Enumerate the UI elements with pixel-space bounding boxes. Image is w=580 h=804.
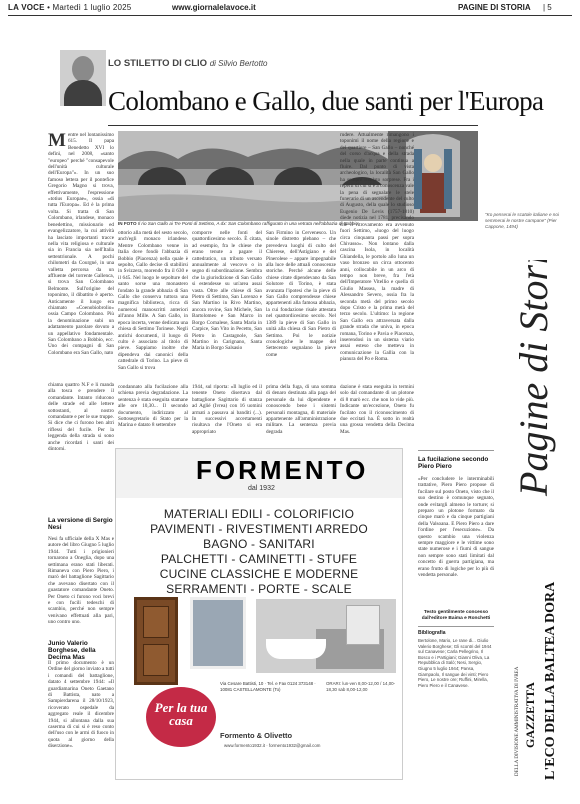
article-col-3b: 1944, sul riporta: «Il luglio ed il tenente Oneto disertava dal battaglione Sagittario di stanza ad Aglié (Ivrea) con 16 uomini armati a passava ai banditi (...). In successivi accertamenti risultava che l'Oneto si era appropriato	[192, 384, 262, 444]
article-col-5b: dazione è stata eseguita in termini solo dal comandante di un plotone di 8 marò ecc. che non lo vide più. Indicante un'eccezione, Oneto fu fucilato con il riconoscimento di due eccitati ha. È sotto in realtà una grossa vendetta della Decima Mas.	[340, 384, 414, 444]
article-col-5c: «Per concludere le interminabili trattative, Piero Piero propose di fucilare sul posto Oneto, visto che il suo destino è comunque segnato, onde evitargli almeno le torture; si preparo un plotone formato da cinque marò e da cinque partigiani della Valsoana. E Piero Piero a dare l'ordine per l'esecuzione». Da questo scambio una violenza sempre maggiore e le vittime sono state numerose e i fiumi di sangue non sempre sono stati limitati dal concetto di guerra partigiana, ma erano frutto di logiche per lo più di vendetta personale.	[418, 476, 494, 579]
article-col-1: Mentre nel lontanissimo 615. Il papa Benedetto XVI lo definì, nel 2008, «santo "europeo" perché "consapevole dell'unità culturale dell'Europa"». In un suo famoso lettera per il pontefice Gregorio Magno si trova, effettivamente, l'espressione «totius Europae», ossia «di tutta l'Europa». Ed è la prima volta. Si tratta di San Colombano, irlandese, monaco benedettino, missionario ed evangelizzatore, la cui attività ha lasciato importanti tracce nella vita religiosa e culturale sia in Francia sia nell'Italia settentrionale. A pochi chilometri da Courgné, in una valletta percorsa da un affluente del torrente Gallenca, si trova San Colombano Belmonte. Sull'origine del toponimo, il dibattito è aperto. Anticamente il luogo era chiamato «Coenobiobrolio» ossia Campo Colombano. Più la denominazione subì un adattamento parolare dovuto a un appellativo fondamentale. San Colombano a Bobbio, ecc. Uno dei compagni di San Colombano era San Gallo, nato	[48, 132, 114, 356]
article-col-2: ottorio alla metà del sesto secolo, anch'egli monaco irlandese. Mentre Colombano venne in Italia dove fondò l'abbazia di Bobbio (Piacenza) nella quale è sepolto, Gallo decise di stabilirsi in Svizzera, morendo fra il 630 e il 645. Nel luogo le sepolture del santo sorse una monastero fondato la grande abbazia di San Gallo che conserva tuttora una magnifica biblioteca, ricca di numerosi manoscritti anteriori all'anno Mille. A San Gallo, in epoca incerta, venne dedicata una chiesa di Settimo Torinese. Negli antichi documenti, il luogo di culto è associato al titolo di pieve. Sappiamo inoltre che dipendeva dai canonici della cattedrale di Torino. La pieve di San Gallo si trova	[118, 230, 188, 371]
article-col-3: comporre nelle fonti del quattordicesimo secolo. È citata, ad esempio, fra le chiese che erano tenute a pagare il cattedratico, un tributo versato annualmente al vescovo o in segno di subordinazione. Sembra che la giurisdizione di San Gallo si estendesse su un'area assai vasta. Oltre alle chiese di San Pietro di Settimo, San Lorenzo e San Martino in Rivo Martino, ancora rovine, San Michele, San Bartolomeo e San Marco in Borgo Cornalese, Santa Maria in Carpice, San Vito in Pecetto, San Pietro in Castagnole, San Martino in Carignano, Santa Maria in Borgo Salsasio	[192, 230, 262, 352]
ad-web[interactable]: www.formento1932.it · formento1932@gmail.com	[224, 743, 321, 748]
right-column-rule	[418, 450, 494, 451]
column-kicker: LO STILETTO DI CLIO di Silvio Bertotto	[108, 58, 268, 69]
ad-promo-badge: Per la tua casa	[146, 687, 216, 747]
biblio-rule	[418, 626, 494, 627]
article-col-1b: chiama quattro N.F e li manda alla tosca e prendere il comandante. Intanto riducono delle strade ed alle lettere sottostanti, al nostro comandante e per le sue truppe. Si dice che ci furono ben altri riflessi del fucile. Per la leggenda della strada si sono anche ricordati i santi dei dintorni.	[48, 382, 114, 453]
gazzetta-line-1: L'ECO DELLA BALTEA DORA	[543, 581, 558, 780]
section-title-text: Pagine di Storia	[511, 260, 556, 496]
formento-advertisement[interactable]	[115, 448, 403, 780]
ad-line-3: BAGNO - SANITARI	[203, 537, 315, 551]
vertical-title-svg	[495, 260, 565, 500]
article-col-1c: Nesi fa ufficiale della X Mas e autore del libro Giugno 5 luglio 1944. Tutti i prigionieri tornarono a Oneglia, dopo una settimana erano stati liberati. Rimaneva con Piero Piero, i marò del battaglione Sagittario che avevano disertato con il guastatore comandante Oneto. Per Oneto ci furono voci brevi e con fucili tedeschi di scambio, perché non sempre venivano effettuati alla pari, uno contro uno.	[48, 536, 114, 626]
byline: di Silvio Bertotto	[209, 59, 268, 68]
site-url[interactable]: www.giornalelavoce.it	[172, 3, 256, 12]
ad-brand: FORMENTO	[196, 455, 369, 485]
ad-banner	[116, 449, 402, 498]
author-portrait	[60, 50, 106, 106]
article-photo	[118, 131, 478, 221]
bibliography: Bertolone, Mario, Le rane di... Giulio Valerio Borghese; Gli scontri del 1944 sul Canavese; Carla Pellegrino, Il Bosco e i Partigiani; Gianni Oliva, La Repubblica di Salò; Nesi, Sergio, Giugno 5 luglio 1944; Pansa, Giampaolo, Il sangue dei vinti; Piero Piero, Le nostre ore; Ruffini, Mirella, Piero Piero e il Canavese.	[418, 638, 492, 688]
bridge-photo-illustration	[118, 131, 478, 221]
article-col-1d: Il primo documento è un Ordine del giorno inviato a tutti i comandi del battaglione, datato 4 settembre 1944: «Il guardiamarina Oneto Gaetano di Battista, nato a Sampierdarena il 28/10/1923, ricoverato ospedale da aggregato reale il dicembre 1944, si allontana dalla sua caserma di cui si è reso conto dell'uso con le armi di fuoco in quota al giorno della diserzione».	[48, 660, 114, 750]
window-image	[190, 597, 246, 669]
gazzetta-line-3: DELLA DIVISIONE AMMINISTRATIVA DI IVREA	[515, 666, 520, 776]
ad-line-5: CUCINE CLASSICHE E MODERNE	[159, 567, 359, 581]
ad-company: Formento & Olivetto	[220, 731, 293, 740]
article-col-5: rudere. Attualmente rimangono i toponimi il nome della regione e del quartiere – San Gallo – nonché del corso d'acqua e della strada nella quale in parte continua a fluire. Dal punto di vista archeologico, la località San Gallo ha sempre rivelato sorprese. Fra i reperti di cui si è a conoscenza vale la pena di segnalare le stele funerarie di un ascendente del culto di Augusto, della quale lo studioso Eugenio De Levis (1757-1810) diede notizia nel 1781, precisando che il ritrovamento era avvenuto fuori Settimo, «luogo del luogo circa cinquanta passi per sopra Chivasso». Non lontano dalla cascina Isola, in località Ghiandella, le portolo allo luna un vaso bronzeo un circa ottocento anni, collocabile in un arco di tempo non breve, fra l'età dell'Imperatore Vitellio e quella di Giulio Massea, la madre di Alessandro Severo, ossia fra la seconda metà del primo secolo dopo Cristo e la prima metà del terzo secolo. L'ultimo: la regione San Gallo era attraversata dalla grande strada che univa, in epoca romana, Torino e Pavia e Piacenza, inserendosi in un sistema viario assai esteso che metteva in comunicazione la Gallia con la pianura del Po e Roma.	[340, 132, 414, 363]
header-rule	[8, 15, 572, 16]
photo-caption: IN FOTO Il rio San Gallo ai Tre Ponti di Settimo, A dx: San Colombano raffigurato in una vetrata nell'abbazia di Bobbio	[118, 221, 358, 226]
section-vertical-title	[495, 260, 565, 500]
newspaper-name: LA VOCE • Martedì 1 luglio 2025	[8, 3, 132, 12]
ad-line-2: PAVIMENTI - RIVESTIMENTI ARREDO	[150, 522, 368, 536]
headline-rule	[108, 125, 478, 126]
gazzetta-line-2: GAZZETTA	[523, 682, 537, 748]
article-col-4b: prima della fuga, di una somma di denaro destinata alla paga del personale da lui dipendente e conoscendo bene i sistemi personali montagna, di materiale appartenente all'amministrazione militare. La sentenza previa degrada	[266, 384, 336, 444]
section-name: PAGINE DI STORIA	[458, 3, 531, 12]
headline: Colombano e Gallo, due santi per l'Europa	[108, 86, 544, 116]
page-number: | 5	[543, 3, 552, 12]
door-image	[134, 597, 178, 685]
drop-cap: M	[48, 132, 66, 151]
issue-date: • Martedì 1 luglio 2025	[47, 3, 132, 12]
bibliography-heading: Bibliografia	[418, 630, 446, 636]
article-col-2b: condannato alla fucilazione alla schiena previa degradazione. La sentenza è stata eseguita stamane alle ore 10,30... Il secondo documento, indirizzato al Sottosegretario di Stato per la Marina e datato 8 settembre	[118, 384, 188, 444]
subhead-fucilazione: La fucilazione secondo Piero Piero	[418, 456, 489, 470]
pull-quote: "Ko penserai le scatole italiane e noi semmerai le nostre campane" (Pier Cappone, 1494)	[485, 212, 559, 229]
subhead-nesi: La versione di Sergio Nesi	[48, 517, 113, 531]
ad-line-1: MATERIALI EDILI - COLORIFICIO	[163, 507, 355, 521]
gazzetta-svg	[498, 516, 570, 786]
ad-address: Via Cesare Battisti, 10 · Tel. e Fax 0124 373148 · 10081 CASTELLAMONTE (To)	[220, 681, 316, 692]
bathroom-image	[256, 599, 396, 673]
ad-line-4: PALCHETTI - CAMINETTI - STUFE	[160, 552, 358, 566]
ad-since: dal 1932	[248, 485, 275, 492]
subhead-borghese: Junio Valerio Borghese, della Decima Mas	[48, 640, 96, 661]
ad-line-6: SERRAMENTI - PORTE - SCALE	[166, 582, 352, 596]
gazzetta-masthead	[498, 516, 570, 786]
credit-note: Testo gentilmente concesso dall'editore Baima e Ronchetti	[421, 610, 491, 621]
ad-hours: ORARI: lun-ven 8,00-12,00 / 14,00-18,30 sab 8,00-12,00	[326, 681, 396, 692]
article-col-4: San Firmino in Cervenesco. Un sinole distretto plebano – che prevedeva luoghi di culto del Chierese, dell'Astigiano e del Pinerolese – appare impegnabile alla luce delle attuali conoscenze storiche. Perché alcune delle chiese citate dipendevano da San Solutore di Torino, è stata avanzata l'ipotesi che la pieve di San Gallo comprendesse chiese appartenenti alla famosa abbazia, la cui fondazione risale attestata nel quattordicesimo secolo. Nel 1389 la pieve di San Gallo in unità alla chiesa di San Pietro di Settimo. Poi le notizie cronologiche le mappe del Settecento segnalano la pieve come	[266, 230, 336, 358]
